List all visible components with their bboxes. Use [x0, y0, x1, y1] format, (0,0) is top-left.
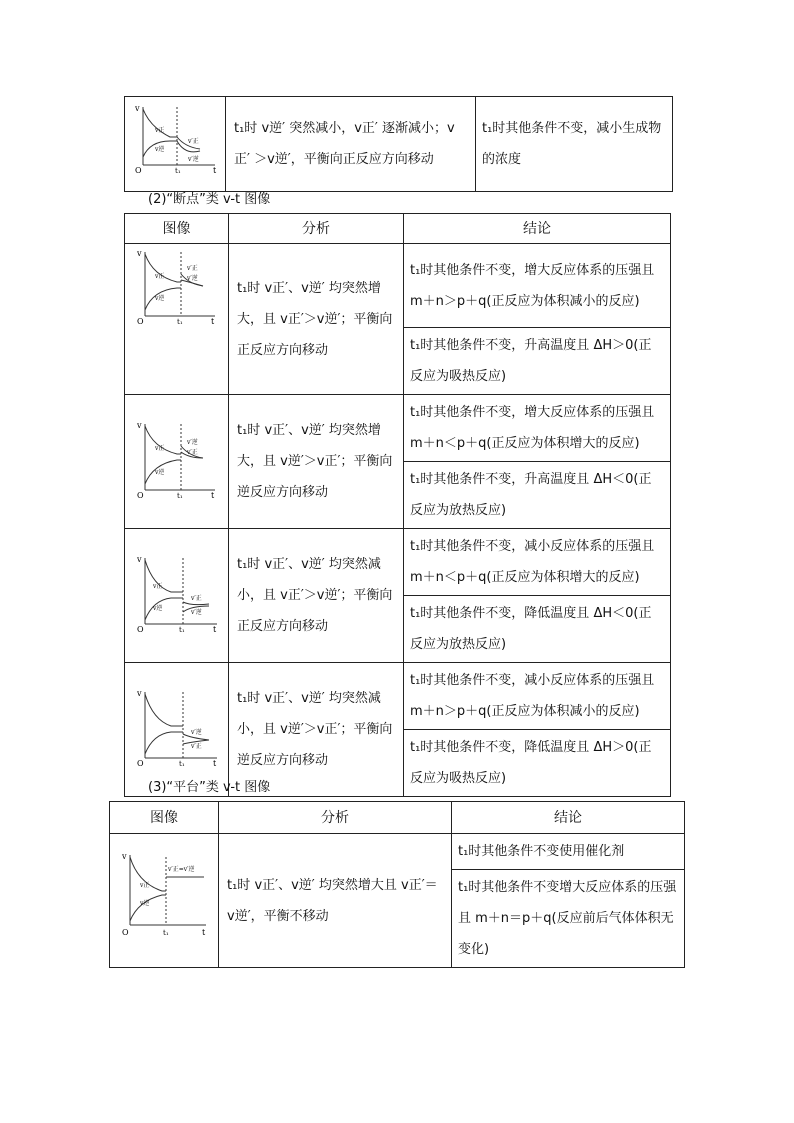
t1-label: t₁ — [177, 318, 183, 326]
vzhengp-label: v′正 — [191, 594, 202, 602]
t-label: t — [213, 758, 217, 768]
vni-label: v逆 — [155, 295, 165, 302]
conclusion-cell: t₁时其他条件不变增大反应体系的压强且 m＋n＝p＋q(反应前后气体体积无变化) — [452, 870, 685, 968]
graph-cell — [125, 529, 229, 663]
analysis-cell: t₁时 v正′、v逆′ 均突然增大，且 v逆′＞v正′；平衡向逆反应方向移动 — [229, 395, 404, 529]
vt-graph — [125, 674, 229, 774]
header-conclusion: 结论 — [452, 802, 685, 834]
conclusion-cell: t₁时其他条件不变，降低温度且 ΔH＜0(正反应为放热反应) — [404, 596, 671, 663]
t1-label: t₁ — [163, 928, 169, 937]
table-continuation — [124, 96, 673, 192]
vnip-label: v′逆 — [187, 275, 198, 282]
conclusion-cell: t₁时其他条件不变，减小反应体系的压强且 m＋n＜p＋q(正反应为体积增大的反应) — [404, 529, 671, 596]
t-label: t — [211, 317, 215, 326]
vzheng-label: v正 — [155, 444, 165, 452]
origin-label: O — [135, 166, 142, 175]
veq-label: v′正=v′逆 — [168, 865, 195, 873]
vzheng-label: v正 — [153, 582, 163, 590]
conclusion-cell: t₁时其他条件不变，增大反应体系的压强且 m＋n＞p＋q(正反应为体积减小的反应) — [404, 244, 671, 328]
vt-graph — [110, 845, 218, 945]
vnip-label: v′逆 — [187, 438, 198, 446]
v-label: v — [122, 851, 127, 861]
t-label: t — [211, 490, 215, 500]
vnip-label: v′逆 — [191, 608, 202, 616]
conclusion-cell: t₁时其他条件不变，升高温度且 ΔH＜0(正反应为放热反应) — [404, 462, 671, 529]
t-label: t — [213, 166, 217, 175]
vzhengp-label: v′正 — [187, 448, 198, 456]
vnip-label: v′逆 — [188, 156, 199, 163]
graph-cell — [125, 97, 226, 192]
vt-graph — [125, 97, 225, 179]
vnip-label: v′逆 — [191, 728, 202, 736]
vni-label: v逆 — [155, 468, 165, 476]
section3-caption: (3)“平台”类 v-t 图像 — [148, 780, 271, 795]
header-conclusion: 结论 — [404, 214, 671, 244]
section2-caption: (2)“断点”类 v-t 图像 — [148, 192, 271, 207]
table-breakpoint — [124, 213, 671, 797]
vt-graph — [125, 244, 229, 328]
vzheng-label: v正 — [155, 127, 165, 134]
origin-label: O — [137, 317, 144, 326]
t1-label: t₁ — [179, 759, 185, 768]
graph-cell — [110, 834, 219, 968]
v-label: v — [137, 420, 142, 430]
vt-graph — [125, 406, 229, 506]
vzhengp-label: v′正 — [188, 138, 199, 145]
conclusion-cell: t₁时其他条件不变，升高温度且 ΔH＞0(正反应为吸热反应) — [404, 328, 671, 395]
origin-label: O — [137, 490, 144, 500]
graph-cell — [125, 244, 229, 395]
analysis-cell: t₁时 v正′、v逆′ 均突然减小，且 v逆′＞v正′；平衡向逆反应方向移动 — [229, 663, 404, 797]
vni-label: v逆 — [155, 146, 165, 153]
vzheng-label: v正 — [140, 881, 150, 889]
analysis-cell: t₁时 v正′、v逆′ 均突然增大，且 v正′＞v逆′；平衡向正反应方向移动 — [229, 244, 404, 395]
graph-cell — [125, 395, 229, 529]
vzhengp-label: v′正 — [191, 742, 202, 750]
t1-label: t₁ — [177, 491, 183, 500]
t1-label: t₁ — [175, 167, 181, 175]
analysis-cell: t₁时 v逆′ 突然减小，v正′ 逐渐减小；v正′ ＞v逆′，平衡向正反应方向移动 — [226, 97, 476, 192]
vni-label: v逆 — [140, 899, 150, 907]
conclusion-cell: t₁时其他条件不变，降低温度且 ΔH＞0(正反应为吸热反应) — [404, 730, 671, 797]
table-plateau — [109, 801, 685, 968]
header-image: 图像 — [125, 214, 229, 244]
conclusion-cell: t₁时其他条件不变，减小生成物的浓度 — [476, 97, 673, 192]
vzheng-label: v正 — [155, 273, 165, 280]
origin-label: O — [137, 624, 144, 634]
origin-label: O — [137, 758, 144, 768]
v-label: v — [135, 104, 140, 113]
vni-label: v逆 — [153, 604, 163, 612]
t-label: t — [202, 927, 206, 937]
v-label: v — [137, 249, 142, 258]
conclusion-cell: t₁时其他条件不变使用催化剂 — [452, 834, 685, 870]
analysis-cell: t₁时 v正′、v逆′ 均突然增大且 v正′＝v逆′，平衡不移动 — [219, 834, 452, 968]
vzhengp-label: v′正 — [187, 265, 198, 272]
header-image: 图像 — [110, 802, 219, 834]
t-label: t — [213, 624, 217, 634]
header-analysis: 分析 — [219, 802, 452, 834]
conclusion-cell: t₁时其他条件不变，减小反应体系的压强且 m＋n＞p＋q(正反应为体积减小的反应) — [404, 663, 671, 730]
header-analysis: 分析 — [229, 214, 404, 244]
vt-graph — [125, 540, 229, 640]
origin-label: O — [122, 927, 129, 937]
v-label: v — [137, 688, 142, 698]
v-label: v — [137, 554, 142, 564]
t1-label: t₁ — [179, 625, 185, 634]
conclusion-cell: t₁时其他条件不变，增大反应体系的压强且 m＋n＜p＋q(正反应为体积增大的反应) — [404, 395, 671, 462]
analysis-cell: t₁时 v正′、v逆′ 均突然减小，且 v正′＞v逆′；平衡向正反应方向移动 — [229, 529, 404, 663]
